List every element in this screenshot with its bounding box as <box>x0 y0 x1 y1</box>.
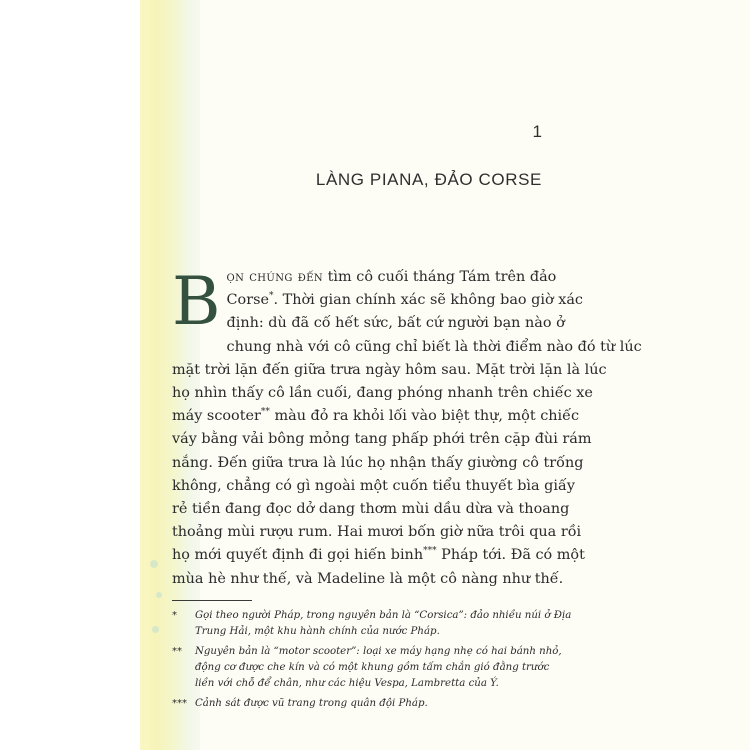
body-line <box>172 289 583 312</box>
footnote-line: liền với chỗ để chân, như các hiệu Vespa, Lambretta của Ý. <box>195 678 499 689</box>
footnote-reference: ** <box>260 407 270 418</box>
body-line: chung nhà với cô cũng chỉ biết là thời điểm nào đó từ lúc <box>226 338 642 355</box>
footnote-line: Nguyên bản là “motor scooter”: loại xe máy hạng nhẹ có hai bánh nhỏ, <box>195 646 562 657</box>
body-line: mặt trời lặn đến giữa trưa ngày hôm sau. Mặt trời lặn là lúc <box>172 361 607 378</box>
gutter-spot <box>152 626 159 633</box>
body-line-text: tìm cô cuối tháng Tám trên đảo <box>323 269 557 285</box>
footnote-line: Gọi theo người Pháp, trong nguyên bản là “Corsica”: đảo nhiều núi ở Địa <box>195 610 572 621</box>
body-line: không, chẳng có gì ngoài một cuốn tiểu thuyết bìa giấy <box>172 477 575 494</box>
footnote-marker: * <box>172 610 177 621</box>
body-line-text: . Thời gian chính xác sẽ không bao giờ xác <box>273 292 583 309</box>
footnote <box>172 644 602 692</box>
footnote-marker: ** <box>172 646 182 657</box>
page-left-margin <box>0 0 140 750</box>
body-line <box>172 266 557 289</box>
body-line: mùa hè như thế, và Madeline là một cô nàng như thế. <box>172 570 564 587</box>
footnote-line: động cơ được che kín và có một khung gồm tấm chắn gió đằng trước <box>195 662 550 673</box>
footnote-separator <box>172 600 252 601</box>
body-line: thoảng mùi rượu rum. Hai mươi bốn giờ nữa trôi qua rồi <box>172 524 582 541</box>
footnote-line: Cảnh sát được vũ trang trong quân đội Pháp. <box>195 698 428 709</box>
footnote-reference: * <box>268 291 274 302</box>
body-line-text: Pháp tới. Đã có một <box>436 547 585 564</box>
body-line-text: họ mới quyết định đi gọi hiến binh <box>172 547 424 564</box>
body-line-text: màu đỏ ra khỏi lối vào biệt thự, một chiếc <box>269 408 580 425</box>
gutter-spot <box>150 560 158 568</box>
lead-in-small-caps: ọn chúng đến <box>226 269 324 285</box>
body-line <box>172 405 580 428</box>
gutter-spot <box>156 592 162 598</box>
footnote <box>172 696 602 712</box>
footnote-line: Trung Hải, một khu hành chính của nước Pháp. <box>195 626 440 637</box>
body-line: váy bằng vải bông mỏng tang phấp phới trên cặp đùi rám <box>172 431 592 448</box>
body-line-text: Corse <box>226 292 269 309</box>
body-line: nắng. Đến giữa trưa là lúc họ nhận thấy giường cô trống <box>172 454 584 471</box>
body-line: rẻ tiền đang đọc dở dang thơm mùi dầu dừa và thoang <box>172 501 570 518</box>
body-line: định: dù đã cố hết sức, bất cứ người bạn nào ở <box>226 315 565 332</box>
footnote-text <box>195 644 602 692</box>
footnote-reference: *** <box>423 546 437 557</box>
footnotes <box>172 608 602 716</box>
chapter-number: 1 <box>532 122 542 141</box>
footnote <box>172 608 602 640</box>
footnote-text <box>195 608 602 640</box>
body-paragraph <box>172 263 642 591</box>
drop-cap: B <box>172 263 221 340</box>
body-line-text: máy scooter <box>172 408 261 425</box>
body-line <box>172 544 585 567</box>
body-line: họ nhìn thấy cô lần cuối, đang phóng nhanh trên chiếc xe <box>172 385 593 402</box>
chapter-title: LÀNG PIANA, ĐẢO CORSE <box>315 170 542 189</box>
footnote-marker: *** <box>172 698 187 709</box>
footnote-text <box>195 696 602 712</box>
